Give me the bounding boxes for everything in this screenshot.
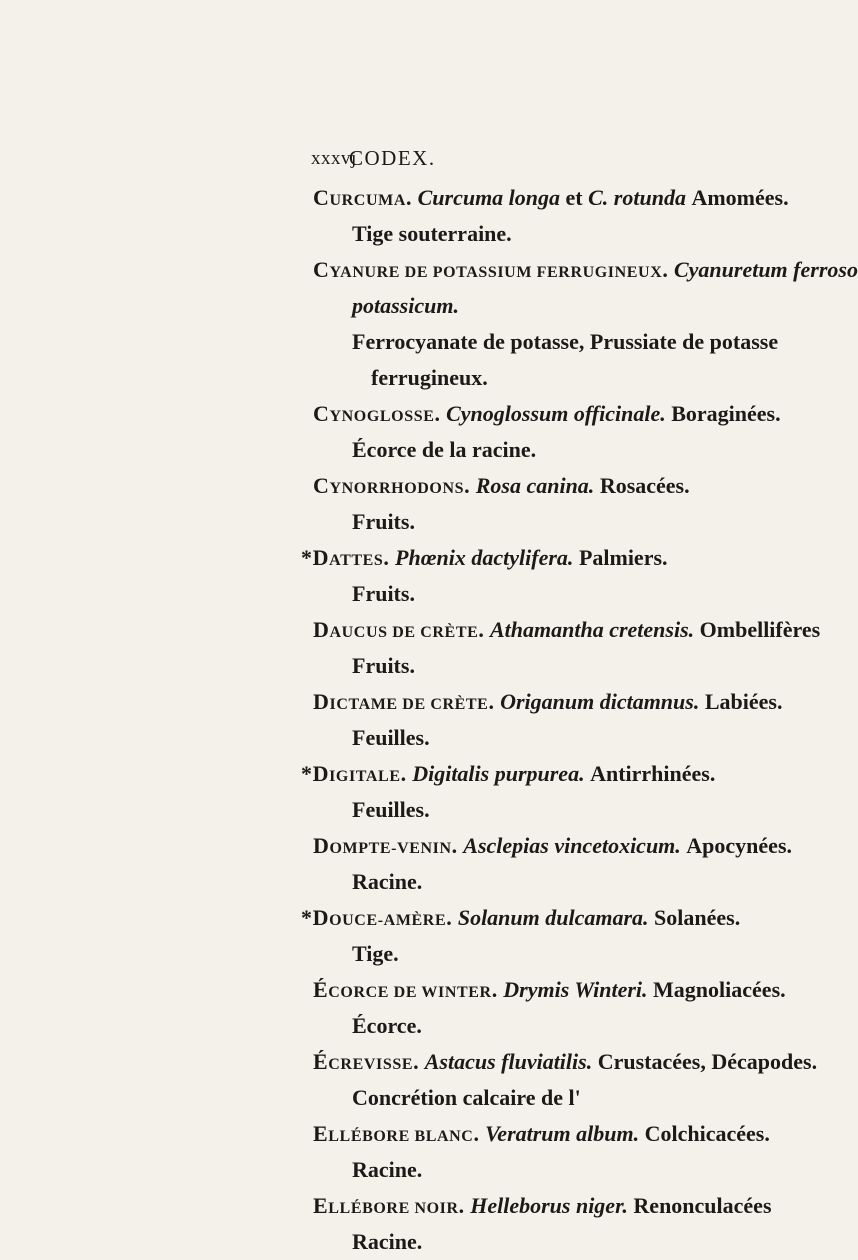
entry-detail: Racine. (352, 1157, 423, 1182)
entry-detail: Racine. (352, 869, 423, 894)
latin-name-alt: C. rotunda (588, 185, 686, 210)
official-marker: * (301, 761, 313, 786)
entry-detail: Racine. (352, 1229, 423, 1254)
entry-name: ÉCORCE DE WINTER. (313, 977, 498, 1002)
plant-family: Ombellifères (699, 617, 821, 642)
plant-family: Palmiers. (578, 545, 668, 570)
entry-list (301, 180, 858, 1260)
latin-name: Cynoglossum officinale. (446, 401, 666, 426)
animal-family: Crustacées, Décapodes. (597, 1049, 818, 1074)
latin-name: Helleborus niger. (470, 1193, 628, 1218)
entry-name: CYNOGLOSSE. (313, 401, 441, 426)
latin-name: Asclepias vincetoxicum. (463, 833, 681, 858)
latin-name: Origanum dictamnus. (500, 689, 700, 714)
page-number: xxxvj (311, 148, 357, 169)
entry-line (313, 612, 821, 648)
entry-name: CYANURE DE POTASSIUM FERRUGINEUX. (313, 257, 669, 282)
plant-family: Labiées. (704, 689, 783, 714)
entry-name: ELLÉBORE BLANC. (313, 1121, 480, 1146)
latin-name: Rosa canina. (475, 473, 595, 498)
entry-synonyms: Ferrocyanate de potasse, Prussiate de potasse (352, 329, 779, 354)
official-marker: * (301, 905, 313, 930)
entry-name: CURCUMA. (313, 185, 413, 210)
official-marker: * (301, 545, 313, 570)
plant-family: Magnoliacées. (653, 977, 786, 1002)
entry-latin-continued: potassicum. (352, 293, 459, 318)
entry-detail: Feuilles. (352, 797, 430, 822)
latin-name: Curcuma longa (417, 185, 561, 210)
entry-name: *DATTES. (301, 545, 390, 570)
entry-line (313, 252, 858, 288)
entry-name: CYNORRHODONS. (313, 473, 471, 498)
entry-name: ÉCREVISSE. (313, 1049, 420, 1074)
entry-detail: Tige souterraine. (352, 221, 512, 246)
latin-name: Solanum dulcamara. (457, 905, 649, 930)
entry-name: *DOUCE-AMÈRE. (301, 905, 453, 930)
entry-detail: Écorce. (352, 1013, 422, 1038)
latin-name: Athamantha cretensis. (489, 617, 695, 642)
entry-name: *DIGITALE. (301, 761, 407, 786)
entry-name: DAUCUS DE CRÈTE. (313, 617, 485, 642)
entry-line (313, 972, 793, 1008)
plant-family: Apocynées. (686, 833, 793, 858)
entry-line: CURCUMA. Curcuma longa et C. rotunda Amomées. (313, 185, 789, 210)
plant-family: Renonculacées (633, 1193, 772, 1218)
latin-name: Cyanuretum ferroso (673, 257, 858, 282)
entry-detail: Tige. (352, 941, 399, 966)
running-title: CODEX. (349, 146, 436, 170)
entry-detail: Écorce de la racine. (352, 437, 537, 462)
entry-line (313, 1044, 818, 1080)
running-head (0, 148, 801, 178)
entry-name: DOMPTE-VENIN. (313, 833, 458, 858)
entry-line (313, 684, 793, 720)
plant-family: Boraginées. (671, 401, 781, 426)
entry-detail: Fruits. (352, 581, 415, 606)
entry-detail: Concrétion calcaire de l' (352, 1085, 581, 1110)
entry-name: DICTAME DE CRÈTE. (313, 689, 495, 714)
plant-family: Colchicacées. (644, 1121, 770, 1146)
latin-name: Drymis Winteri. (503, 977, 648, 1002)
latin-name: Veratrum album. (485, 1121, 640, 1146)
entry-line (313, 828, 793, 864)
entry-line (313, 396, 793, 432)
entry-line (301, 756, 793, 792)
entry-line (313, 1188, 793, 1224)
entry-name: ELLÉBORE NOIR. (313, 1193, 465, 1218)
plant-family: Solanées. (654, 905, 741, 930)
plant-family: Amomées. (691, 185, 789, 210)
latin-name: Phœnix dactylifera. (395, 545, 574, 570)
plant-family: Antirrhinées. (590, 761, 716, 786)
entry-line (301, 540, 793, 576)
entry-line (313, 1116, 793, 1152)
entry-detail: Fruits. (352, 653, 415, 678)
entry-detail: Fruits. (352, 509, 415, 534)
plant-family: Rosacées. (599, 473, 690, 498)
latin-name: Digitalis purpurea. (412, 761, 585, 786)
entry-synonyms-continued: ferrugineux. (371, 365, 488, 390)
entry-line (313, 468, 793, 504)
entry-detail: Feuilles. (352, 725, 430, 750)
entry-line (301, 900, 793, 936)
latin-name: Astacus fluviatilis. (424, 1049, 593, 1074)
